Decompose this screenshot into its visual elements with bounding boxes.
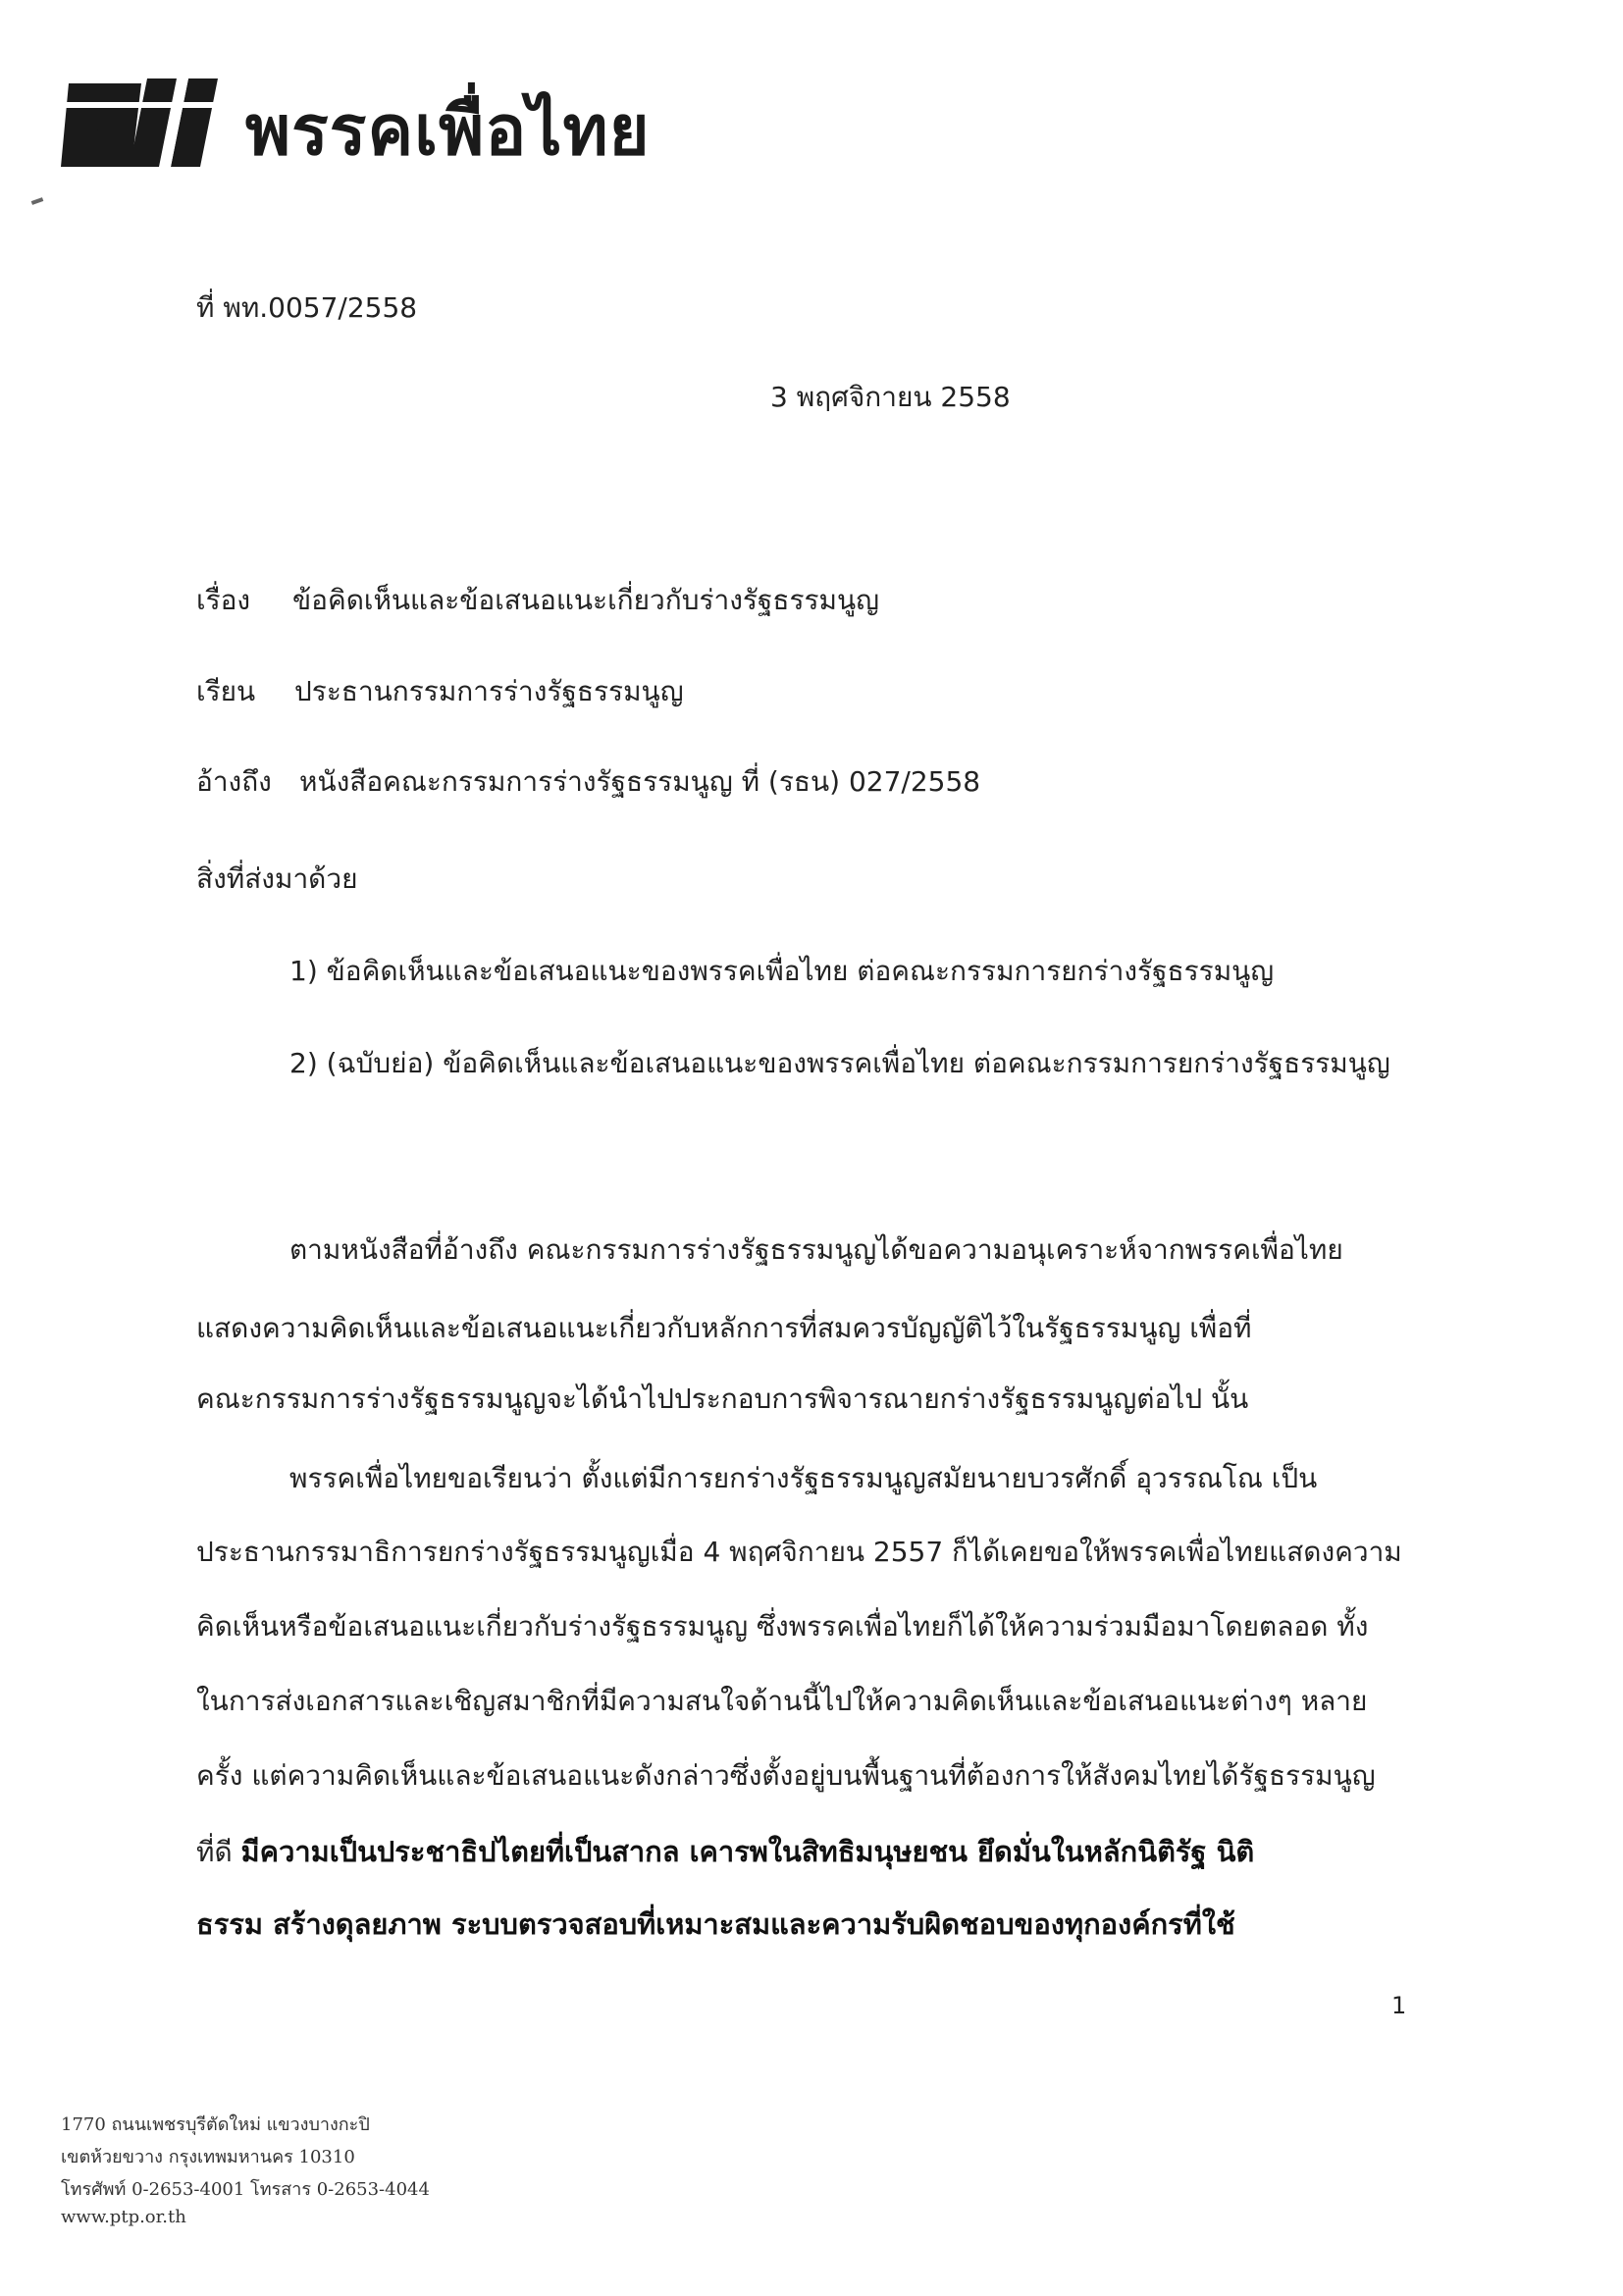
paragraph-2-line <box>196 1829 1254 1874</box>
paragraph-2-bold-text: มีความเป็นประชาธิปไตยที่เป็นสากล เคารพในสิทธิมนุษยชน ยึดมั่นในหลักนิติรัฐ นิติ <box>240 1835 1255 1868</box>
recipient-text: ประธานกรรมการร่างรัฐธรรมนูญ <box>294 675 684 707</box>
reference-text: หนังสือคณะกรรมการร่างรัฐธรรมนูญ ที่ (รธน) 027/2558 <box>299 765 981 798</box>
recipient-label: เรียน <box>196 675 256 707</box>
document-date: 3 พฤศจิกายน 2558 <box>770 381 1011 413</box>
paragraph-2-line: ในการส่งเอกสารและเชิญสมาชิกที่มีความสนใจด้านนี้ไปให้ความคิดเห็นและข้อเสนอแนะต่างๆ หลาย <box>196 1685 1368 1717</box>
party-name: พรรคเพื่อไทย <box>245 90 651 171</box>
page-number: 1 <box>1391 1992 1407 2019</box>
paragraph-1-line: คณะกรรมการร่างรัฐธรรมนูญจะได้นำไปประกอบการพิจารณายกร่างรัฐธรรมนูญต่อไป นั้น <box>196 1383 1249 1415</box>
footer-phone: โทรศัพท์ 0-2653-4001 โทรสาร 0-2653-4044 <box>61 2179 430 2200</box>
enclosure-item: 2) (ฉบับย่อ) ข้อคิดเห็นและข้อเสนอแนะของพรรคเพื่อไทย ต่อคณะกรรมการยกร่างรัฐธรรมนูญ <box>289 1047 1390 1079</box>
scan-mark <box>31 197 44 205</box>
paragraph-2-line: ครั้ง แต่ความคิดเห็นและข้อเสนอแนะดังกล่าวซึ่งตั้งอยู่บนพื้นฐานที่ต้องการให้สังคมไทยได้รัฐธรรมนูญ <box>196 1759 1376 1792</box>
enclosures-label: สิ่งที่ส่งมาด้วย <box>196 862 358 895</box>
footer-address-line-1: 1770 ถนนเพชรบุรีตัดใหม่ แขวงบางกะปิ <box>61 2114 370 2135</box>
footer-website: www.ptp.or.th <box>61 2207 186 2227</box>
paragraph-2-line: ประธานกรรมาธิการยกร่างรัฐธรรมนูญเมื่อ 4 พฤศจิกายน 2557 ก็ได้เคยขอให้พรรคเพื่อไทยแสดงความ <box>196 1536 1402 1568</box>
subject-text: ข้อคิดเห็นและข้อเสนอแนะเกี่ยวกับร่างรัฐธรรมนูญ <box>292 584 880 616</box>
paragraph-2-bold-line: ธรรม สร้างดุลยภาพ ระบบตรวจสอบที่เหมาะสมและความรับผิดชอบของทุกองค์กรที่ใช้ <box>196 1907 1235 1941</box>
paragraph-2-line: คิดเห็นหรือข้อเสนอแนะเกี่ยวกับร่างรัฐธรรมนูญ ซึ่งพรรคเพื่อไทยก็ได้ให้ความร่วมมือมาโดยตลอด ทั้ง <box>196 1610 1369 1643</box>
document-number: ที่ พท.0057/2558 <box>196 291 418 324</box>
party-logo <box>61 69 237 172</box>
subject-label: เรื่อง <box>196 584 251 616</box>
paragraph-2-line: พรรคเพื่อไทยขอเรียนว่า ตั้งแต่มีการยกร่างรัฐธรรมนูญสมัยนายบวรศักดิ์ อุวรรณโณ เป็น <box>289 1462 1318 1494</box>
footer-address-line-2: เขตห้วยขวาง กรุงเทพมหานคร 10310 <box>61 2147 355 2167</box>
paragraph-1-line: แสดงความคิดเห็นและข้อเสนอแนะเกี่ยวกับหลักการที่สมควรบัญญัติไว้ในรัฐธรรมนูญ เพื่อที่ <box>196 1312 1252 1344</box>
reference-label: อ้างถึง <box>196 765 272 798</box>
paragraph-2-plain-text: ที่ดี <box>196 1836 241 1868</box>
paragraph-1-line: ตามหนังสือที่อ้างถึง คณะกรรมการร่างรัฐธรรมนูญได้ขอความอนุเคราะห์จากพรรคเพื่อไทย <box>289 1233 1343 1266</box>
enclosure-item: 1) ข้อคิดเห็นและข้อเสนอแนะของพรรคเพื่อไทย ต่อคณะกรรมการยกร่างรัฐธรรมนูญ <box>289 955 1275 987</box>
